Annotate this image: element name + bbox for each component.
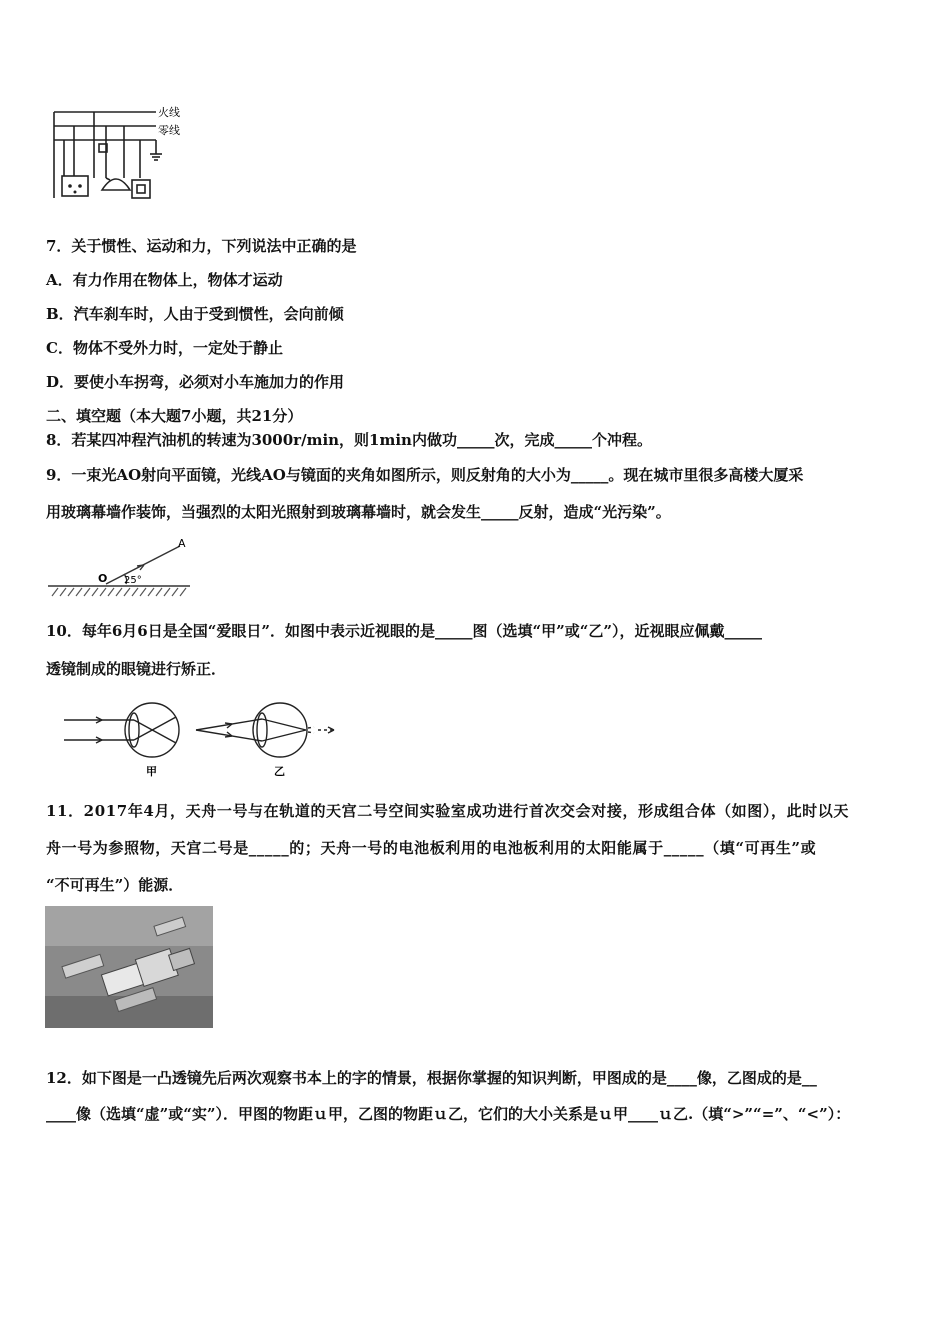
q9-line-2: 用玻璃幕墙作装饰，当强烈的太阳光照射到玻璃幕墙时，就会发生_____反射，造成“光污染”。 bbox=[46, 503, 671, 521]
point-o-label: O bbox=[98, 572, 108, 585]
eye-diagrams bbox=[62, 700, 347, 780]
q12-line-2: ____像（选填“虚”或“实”）．甲图的物距ｕ甲，乙图的物距ｕ乙，它们的大小关系是ｕ甲____ｕ乙.（填“>”“=”、“<”）： bbox=[46, 1105, 851, 1123]
q7-option-c: C．物体不受外力时，一定处于静止 bbox=[46, 339, 283, 357]
q7-option-a: A．有力作用在物体上，物体才运动 bbox=[46, 271, 283, 289]
live-wire-label: 火线 bbox=[158, 106, 180, 119]
q9-line-1: 9．一束光AO射向平面镜，光线AO与镜面的夹角如图所示，则反射角的大小为_____。现在城市里很多高楼大厦采 bbox=[46, 466, 804, 484]
q7-stem: 7．关于惯性、运动和力，下列说法中正确的是 bbox=[46, 237, 357, 255]
eye-yi-label: 乙 bbox=[274, 765, 285, 778]
section-2-title: 二、填空题（本大题7小题，共21分） bbox=[46, 407, 303, 425]
mirror-reflection-diagram bbox=[44, 532, 194, 604]
point-a-label: A bbox=[178, 537, 186, 550]
q10-line-2: 透镜制成的眼镜进行矫正． bbox=[46, 660, 227, 678]
q7-option-b: B．汽车刹车时，人由于受到惯性，会向前倾 bbox=[46, 305, 344, 323]
spacecraft-docking-photo bbox=[45, 906, 213, 1028]
q11-line-1: 11．2017年4月，天舟一号与在轨道的天宫二号空间实验室成功进行首次交会对接，形成组合体（如图），此时以天 bbox=[46, 802, 849, 820]
q10-line-1: 10．每年6月6日是全国“爱眼日”．如图中表示近视眼的是_____图（选填“甲”或“乙”），近视眼应佩戴_____ bbox=[46, 622, 763, 640]
q11-line-2: 舟一号为参照物，天宫二号是_____的；天舟一号的电池板利用的电池板利用的太阳能属于_____（填“可再生”或 bbox=[46, 839, 817, 857]
angle-label: 25° bbox=[124, 575, 142, 586]
q7-option-d: D．要使小车拐弯，必须对小车施加力的作用 bbox=[46, 373, 345, 391]
neutral-wire-label: 零线 bbox=[158, 124, 180, 137]
eye-jia-label: 甲 bbox=[146, 765, 157, 778]
q11-line-3: “不可再生”）能源． bbox=[46, 876, 184, 894]
q8-text: 8．若某四冲程汽油机的转速为3000r/min，则1min内做功_____次，完成_____个冲程。 bbox=[46, 431, 652, 449]
q12-line-1: 12．如下图是一凸透镜先后两次观察书本上的字的情景，根据你掌握的知识判断，甲图成的是____像，乙图成的是__ bbox=[46, 1069, 817, 1087]
household-circuit-diagram bbox=[44, 98, 204, 208]
